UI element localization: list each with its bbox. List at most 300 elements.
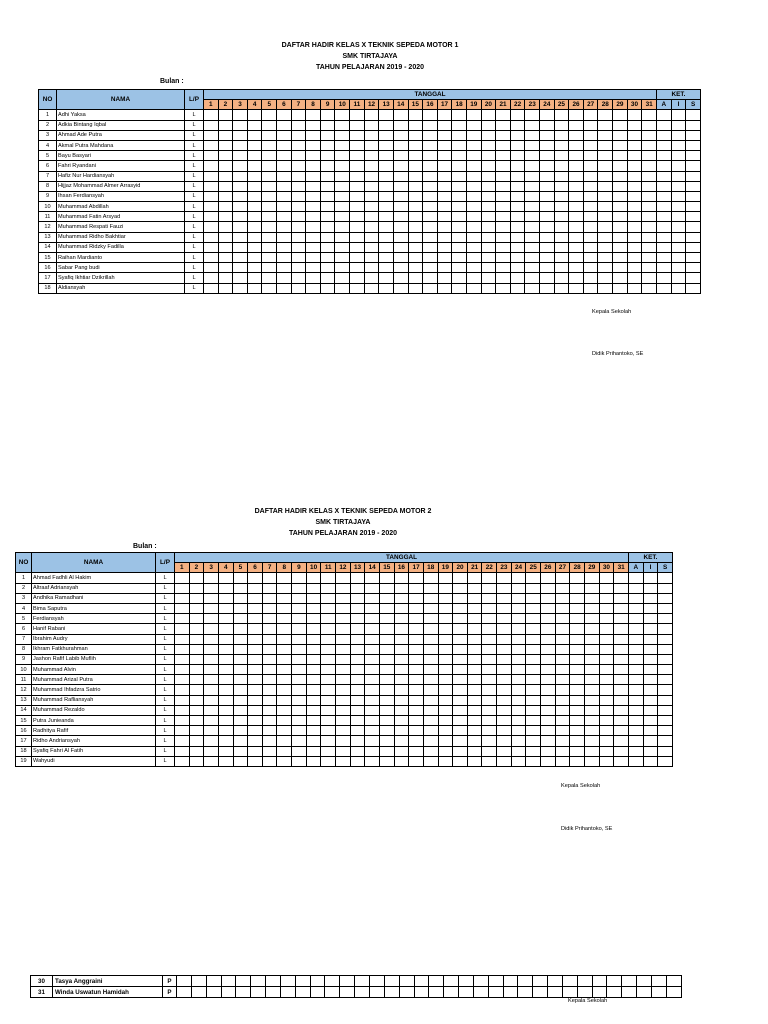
attendance-cell[interactable]: [438, 644, 453, 654]
attendance-cell[interactable]: [277, 675, 292, 685]
attendance-cell[interactable]: [277, 593, 292, 603]
attendance-cell[interactable]: [643, 644, 658, 654]
attendance-cell[interactable]: [306, 665, 321, 675]
attendance-cell[interactable]: [218, 634, 233, 644]
attendance-cell[interactable]: [175, 736, 190, 746]
attendance-cell[interactable]: [658, 654, 673, 664]
attendance-cell[interactable]: [599, 685, 614, 695]
attendance-cell[interactable]: [379, 756, 394, 766]
attendance-cell[interactable]: [592, 976, 607, 987]
attendance-cell[interactable]: [488, 976, 503, 987]
attendance-cell[interactable]: [453, 746, 468, 756]
attendance-cell[interactable]: [629, 756, 644, 766]
attendance-cell[interactable]: [321, 665, 336, 675]
attendance-cell[interactable]: [248, 716, 263, 726]
attendance-cell[interactable]: [321, 573, 336, 583]
attendance-cell[interactable]: [526, 573, 541, 583]
attendance-cell[interactable]: [277, 685, 292, 695]
attendance-cell[interactable]: [599, 614, 614, 624]
attendance-cell[interactable]: [438, 736, 453, 746]
attendance-cell[interactable]: [497, 726, 512, 736]
attendance-cell[interactable]: [482, 593, 497, 603]
attendance-cell[interactable]: [262, 624, 277, 634]
attendance-cell[interactable]: [218, 614, 233, 624]
attendance-cell[interactable]: [292, 695, 307, 705]
attendance-cell[interactable]: [175, 756, 190, 766]
attendance-cell[interactable]: [204, 573, 219, 583]
attendance-cell[interactable]: [248, 573, 263, 583]
attendance-cell[interactable]: [236, 976, 251, 987]
attendance-cell[interactable]: [555, 603, 570, 613]
attendance-cell[interactable]: [336, 685, 351, 695]
attendance-cell[interactable]: [409, 756, 424, 766]
attendance-cell[interactable]: [336, 573, 351, 583]
attendance-cell[interactable]: [409, 746, 424, 756]
attendance-cell[interactable]: [614, 644, 629, 654]
attendance-cell[interactable]: [365, 593, 380, 603]
attendance-cell[interactable]: [482, 654, 497, 664]
attendance-cell[interactable]: [204, 685, 219, 695]
attendance-cell[interactable]: [503, 976, 518, 987]
attendance-cell[interactable]: [511, 695, 526, 705]
attendance-cell[interactable]: [467, 644, 482, 654]
attendance-cell[interactable]: [306, 695, 321, 705]
attendance-cell[interactable]: [511, 573, 526, 583]
attendance-cell[interactable]: [280, 976, 295, 987]
attendance-cell[interactable]: [204, 665, 219, 675]
attendance-cell[interactable]: [541, 603, 556, 613]
attendance-cell[interactable]: [325, 976, 340, 987]
attendance-cell[interactable]: [453, 654, 468, 664]
attendance-cell[interactable]: [175, 654, 190, 664]
attendance-cell[interactable]: [570, 675, 585, 685]
attendance-cell[interactable]: [336, 756, 351, 766]
attendance-cell[interactable]: [438, 705, 453, 715]
attendance-cell[interactable]: [233, 726, 248, 736]
attendance-cell[interactable]: [497, 746, 512, 756]
attendance-cell[interactable]: [204, 736, 219, 746]
attendance-cell[interactable]: [541, 634, 556, 644]
attendance-cell[interactable]: [218, 654, 233, 664]
attendance-cell[interactable]: [189, 624, 204, 634]
attendance-cell[interactable]: [379, 654, 394, 664]
attendance-cell[interactable]: [622, 987, 637, 998]
attendance-cell[interactable]: [541, 654, 556, 664]
attendance-cell[interactable]: [248, 675, 263, 685]
attendance-cell[interactable]: [467, 573, 482, 583]
attendance-cell[interactable]: [189, 685, 204, 695]
attendance-cell[interactable]: [541, 746, 556, 756]
attendance-cell[interactable]: [189, 634, 204, 644]
attendance-cell[interactable]: [541, 705, 556, 715]
attendance-cell[interactable]: [482, 726, 497, 736]
attendance-cell[interactable]: [599, 695, 614, 705]
attendance-cell[interactable]: [350, 705, 365, 715]
attendance-cell[interactable]: [497, 654, 512, 664]
attendance-cell[interactable]: [306, 614, 321, 624]
attendance-cell[interactable]: [526, 614, 541, 624]
attendance-cell[interactable]: [643, 746, 658, 756]
attendance-cell[interactable]: [453, 593, 468, 603]
attendance-cell[interactable]: [453, 634, 468, 644]
attendance-cell[interactable]: [438, 573, 453, 583]
attendance-cell[interactable]: [379, 665, 394, 675]
attendance-cell[interactable]: [292, 644, 307, 654]
attendance-cell[interactable]: [409, 644, 424, 654]
attendance-cell[interactable]: [438, 675, 453, 685]
attendance-cell[interactable]: [629, 634, 644, 644]
attendance-cell[interactable]: [599, 603, 614, 613]
attendance-cell[interactable]: [614, 695, 629, 705]
attendance-cell[interactable]: [394, 603, 409, 613]
attendance-cell[interactable]: [277, 654, 292, 664]
attendance-cell[interactable]: [599, 583, 614, 593]
attendance-cell[interactable]: [365, 705, 380, 715]
attendance-cell[interactable]: [365, 685, 380, 695]
attendance-cell[interactable]: [233, 756, 248, 766]
attendance-cell[interactable]: [175, 624, 190, 634]
attendance-cell[interactable]: [233, 705, 248, 715]
attendance-cell[interactable]: [570, 583, 585, 593]
attendance-cell[interactable]: [233, 675, 248, 685]
attendance-cell[interactable]: [548, 976, 563, 987]
attendance-cell[interactable]: [423, 603, 438, 613]
attendance-cell[interactable]: [438, 593, 453, 603]
attendance-cell[interactable]: [570, 726, 585, 736]
attendance-cell[interactable]: [637, 976, 652, 987]
attendance-cell[interactable]: [384, 976, 399, 987]
attendance-cell[interactable]: [175, 583, 190, 593]
attendance-cell[interactable]: [438, 583, 453, 593]
attendance-cell[interactable]: [511, 746, 526, 756]
attendance-cell[interactable]: [350, 624, 365, 634]
attendance-cell[interactable]: [555, 746, 570, 756]
attendance-cell[interactable]: [658, 726, 673, 736]
attendance-cell[interactable]: [614, 716, 629, 726]
attendance-cell[interactable]: [306, 573, 321, 583]
attendance-cell[interactable]: [409, 736, 424, 746]
attendance-cell[interactable]: [350, 746, 365, 756]
attendance-cell[interactable]: [555, 695, 570, 705]
attendance-cell[interactable]: [233, 593, 248, 603]
attendance-cell[interactable]: [251, 987, 266, 998]
attendance-cell[interactable]: [175, 695, 190, 705]
attendance-cell[interactable]: [292, 665, 307, 675]
attendance-cell[interactable]: [233, 644, 248, 654]
attendance-cell[interactable]: [175, 644, 190, 654]
attendance-cell[interactable]: [482, 665, 497, 675]
attendance-cell[interactable]: [482, 614, 497, 624]
attendance-cell[interactable]: [607, 976, 622, 987]
attendance-cell[interactable]: [629, 614, 644, 624]
attendance-cell[interactable]: [306, 603, 321, 613]
attendance-cell[interactable]: [262, 665, 277, 675]
attendance-cell[interactable]: [292, 593, 307, 603]
attendance-cell[interactable]: [394, 716, 409, 726]
attendance-cell[interactable]: [526, 654, 541, 664]
attendance-cell[interactable]: [482, 603, 497, 613]
attendance-cell[interactable]: [340, 987, 355, 998]
attendance-cell[interactable]: [306, 726, 321, 736]
attendance-cell[interactable]: [555, 654, 570, 664]
attendance-cell[interactable]: [365, 614, 380, 624]
attendance-cell[interactable]: [277, 736, 292, 746]
attendance-cell[interactable]: [365, 716, 380, 726]
attendance-cell[interactable]: [292, 654, 307, 664]
attendance-cell[interactable]: [321, 624, 336, 634]
attendance-cell[interactable]: [233, 583, 248, 593]
attendance-cell[interactable]: [379, 644, 394, 654]
attendance-cell[interactable]: [555, 705, 570, 715]
attendance-cell[interactable]: [204, 634, 219, 644]
attendance-cell[interactable]: [555, 756, 570, 766]
attendance-cell[interactable]: [365, 695, 380, 705]
attendance-cell[interactable]: [467, 695, 482, 705]
attendance-cell[interactable]: [321, 644, 336, 654]
attendance-cell[interactable]: [204, 624, 219, 634]
attendance-cell[interactable]: [306, 716, 321, 726]
attendance-cell[interactable]: [204, 603, 219, 613]
attendance-cell[interactable]: [409, 583, 424, 593]
attendance-cell[interactable]: [614, 634, 629, 644]
attendance-cell[interactable]: [599, 756, 614, 766]
attendance-cell[interactable]: [262, 675, 277, 685]
attendance-cell[interactable]: [321, 593, 336, 603]
attendance-cell[interactable]: [292, 756, 307, 766]
attendance-cell[interactable]: [394, 746, 409, 756]
attendance-cell[interactable]: [629, 593, 644, 603]
attendance-cell[interactable]: [518, 987, 533, 998]
attendance-cell[interactable]: [497, 685, 512, 695]
attendance-cell[interactable]: [658, 685, 673, 695]
attendance-cell[interactable]: [292, 726, 307, 736]
attendance-cell[interactable]: [511, 593, 526, 603]
attendance-cell[interactable]: [584, 634, 599, 644]
attendance-cell[interactable]: [438, 654, 453, 664]
attendance-cell[interactable]: [204, 746, 219, 756]
attendance-cell[interactable]: [555, 573, 570, 583]
attendance-cell[interactable]: [321, 685, 336, 695]
attendance-cell[interactable]: [629, 716, 644, 726]
attendance-cell[interactable]: [438, 716, 453, 726]
attendance-cell[interactable]: [233, 573, 248, 583]
attendance-cell[interactable]: [423, 614, 438, 624]
attendance-cell[interactable]: [599, 654, 614, 664]
attendance-cell[interactable]: [204, 583, 219, 593]
attendance-cell[interactable]: [438, 685, 453, 695]
attendance-cell[interactable]: [482, 736, 497, 746]
attendance-cell[interactable]: [365, 665, 380, 675]
attendance-cell[interactable]: [555, 593, 570, 603]
attendance-cell[interactable]: [394, 644, 409, 654]
attendance-cell[interactable]: [429, 987, 444, 998]
attendance-cell[interactable]: [570, 746, 585, 756]
attendance-cell[interactable]: [541, 624, 556, 634]
attendance-cell[interactable]: [262, 716, 277, 726]
attendance-cell[interactable]: [221, 976, 236, 987]
attendance-cell[interactable]: [584, 665, 599, 675]
attendance-cell[interactable]: [177, 976, 192, 987]
attendance-cell[interactable]: [658, 614, 673, 624]
attendance-cell[interactable]: [570, 695, 585, 705]
attendance-cell[interactable]: [379, 736, 394, 746]
attendance-cell[interactable]: [438, 614, 453, 624]
attendance-cell[interactable]: [497, 695, 512, 705]
attendance-cell[interactable]: [236, 987, 251, 998]
attendance-cell[interactable]: [497, 665, 512, 675]
attendance-cell[interactable]: [277, 583, 292, 593]
attendance-cell[interactable]: [423, 654, 438, 664]
attendance-cell[interactable]: [306, 746, 321, 756]
attendance-cell[interactable]: [365, 624, 380, 634]
attendance-cell[interactable]: [629, 654, 644, 664]
attendance-cell[interactable]: [607, 987, 622, 998]
attendance-cell[interactable]: [189, 756, 204, 766]
attendance-cell[interactable]: [459, 987, 474, 998]
attendance-cell[interactable]: [350, 603, 365, 613]
attendance-cell[interactable]: [629, 624, 644, 634]
attendance-cell[interactable]: [321, 705, 336, 715]
attendance-cell[interactable]: [175, 614, 190, 624]
attendance-cell[interactable]: [262, 695, 277, 705]
attendance-cell[interactable]: [350, 654, 365, 664]
attendance-cell[interactable]: [394, 624, 409, 634]
attendance-cell[interactable]: [518, 976, 533, 987]
attendance-cell[interactable]: [629, 746, 644, 756]
attendance-cell[interactable]: [555, 583, 570, 593]
attendance-cell[interactable]: [277, 726, 292, 736]
attendance-cell[interactable]: [467, 593, 482, 603]
attendance-cell[interactable]: [453, 624, 468, 634]
attendance-cell[interactable]: [555, 726, 570, 736]
attendance-cell[interactable]: [497, 634, 512, 644]
attendance-cell[interactable]: [666, 976, 681, 987]
attendance-cell[interactable]: [189, 593, 204, 603]
attendance-cell[interactable]: [643, 695, 658, 705]
attendance-cell[interactable]: [467, 756, 482, 766]
attendance-cell[interactable]: [467, 736, 482, 746]
attendance-cell[interactable]: [248, 736, 263, 746]
attendance-cell[interactable]: [350, 634, 365, 644]
attendance-cell[interactable]: [175, 573, 190, 583]
attendance-cell[interactable]: [555, 685, 570, 695]
attendance-cell[interactable]: [614, 736, 629, 746]
attendance-cell[interactable]: [555, 634, 570, 644]
attendance-cell[interactable]: [533, 976, 548, 987]
attendance-cell[interactable]: [643, 593, 658, 603]
attendance-cell[interactable]: [248, 634, 263, 644]
attendance-cell[interactable]: [526, 603, 541, 613]
attendance-cell[interactable]: [350, 573, 365, 583]
attendance-cell[interactable]: [511, 603, 526, 613]
attendance-cell[interactable]: [570, 634, 585, 644]
attendance-cell[interactable]: [453, 685, 468, 695]
attendance-cell[interactable]: [336, 675, 351, 685]
attendance-cell[interactable]: [350, 685, 365, 695]
attendance-cell[interactable]: [277, 695, 292, 705]
attendance-cell[interactable]: [336, 705, 351, 715]
attendance-cell[interactable]: [292, 624, 307, 634]
attendance-cell[interactable]: [467, 654, 482, 664]
attendance-cell[interactable]: [340, 976, 355, 987]
attendance-cell[interactable]: [399, 987, 414, 998]
attendance-cell[interactable]: [321, 716, 336, 726]
attendance-cell[interactable]: [292, 685, 307, 695]
attendance-cell[interactable]: [218, 705, 233, 715]
attendance-cell[interactable]: [233, 665, 248, 675]
attendance-cell[interactable]: [453, 675, 468, 685]
attendance-cell[interactable]: [438, 695, 453, 705]
attendance-cell[interactable]: [497, 756, 512, 766]
attendance-cell[interactable]: [658, 746, 673, 756]
attendance-cell[interactable]: [277, 716, 292, 726]
attendance-cell[interactable]: [614, 624, 629, 634]
attendance-cell[interactable]: [365, 603, 380, 613]
attendance-cell[interactable]: [658, 593, 673, 603]
attendance-cell[interactable]: [658, 675, 673, 685]
attendance-cell[interactable]: [394, 614, 409, 624]
attendance-cell[interactable]: [262, 593, 277, 603]
attendance-cell[interactable]: [643, 614, 658, 624]
attendance-cell[interactable]: [453, 644, 468, 654]
attendance-cell[interactable]: [423, 716, 438, 726]
attendance-cell[interactable]: [379, 634, 394, 644]
attendance-cell[interactable]: [233, 746, 248, 756]
attendance-cell[interactable]: [614, 756, 629, 766]
attendance-cell[interactable]: [218, 685, 233, 695]
attendance-cell[interactable]: [233, 716, 248, 726]
attendance-cell[interactable]: [643, 685, 658, 695]
attendance-cell[interactable]: [306, 736, 321, 746]
attendance-cell[interactable]: [189, 746, 204, 756]
attendance-cell[interactable]: [584, 603, 599, 613]
attendance-cell[interactable]: [511, 614, 526, 624]
attendance-cell[interactable]: [248, 603, 263, 613]
attendance-cell[interactable]: [541, 726, 556, 736]
attendance-cell[interactable]: [379, 695, 394, 705]
attendance-cell[interactable]: [511, 654, 526, 664]
attendance-cell[interactable]: [379, 726, 394, 736]
attendance-cell[interactable]: [233, 685, 248, 695]
attendance-cell[interactable]: [175, 665, 190, 675]
attendance-cell[interactable]: [379, 573, 394, 583]
attendance-cell[interactable]: [652, 976, 667, 987]
attendance-cell[interactable]: [467, 634, 482, 644]
attendance-cell[interactable]: [526, 756, 541, 766]
attendance-cell[interactable]: [444, 976, 459, 987]
attendance-cell[interactable]: [511, 736, 526, 746]
attendance-cell[interactable]: [453, 573, 468, 583]
attendance-cell[interactable]: [473, 987, 488, 998]
attendance-cell[interactable]: [629, 726, 644, 736]
attendance-cell[interactable]: [336, 634, 351, 644]
attendance-cell[interactable]: [233, 654, 248, 664]
attendance-cell[interactable]: [629, 665, 644, 675]
attendance-cell[interactable]: [369, 976, 384, 987]
attendance-cell[interactable]: [350, 736, 365, 746]
attendance-cell[interactable]: [248, 685, 263, 695]
attendance-cell[interactable]: [189, 665, 204, 675]
attendance-cell[interactable]: [336, 654, 351, 664]
attendance-cell[interactable]: [409, 624, 424, 634]
attendance-cell[interactable]: [394, 726, 409, 736]
attendance-cell[interactable]: [204, 654, 219, 664]
attendance-cell[interactable]: [248, 614, 263, 624]
attendance-cell[interactable]: [379, 716, 394, 726]
attendance-cell[interactable]: [526, 746, 541, 756]
attendance-cell[interactable]: [643, 675, 658, 685]
attendance-cell[interactable]: [497, 644, 512, 654]
